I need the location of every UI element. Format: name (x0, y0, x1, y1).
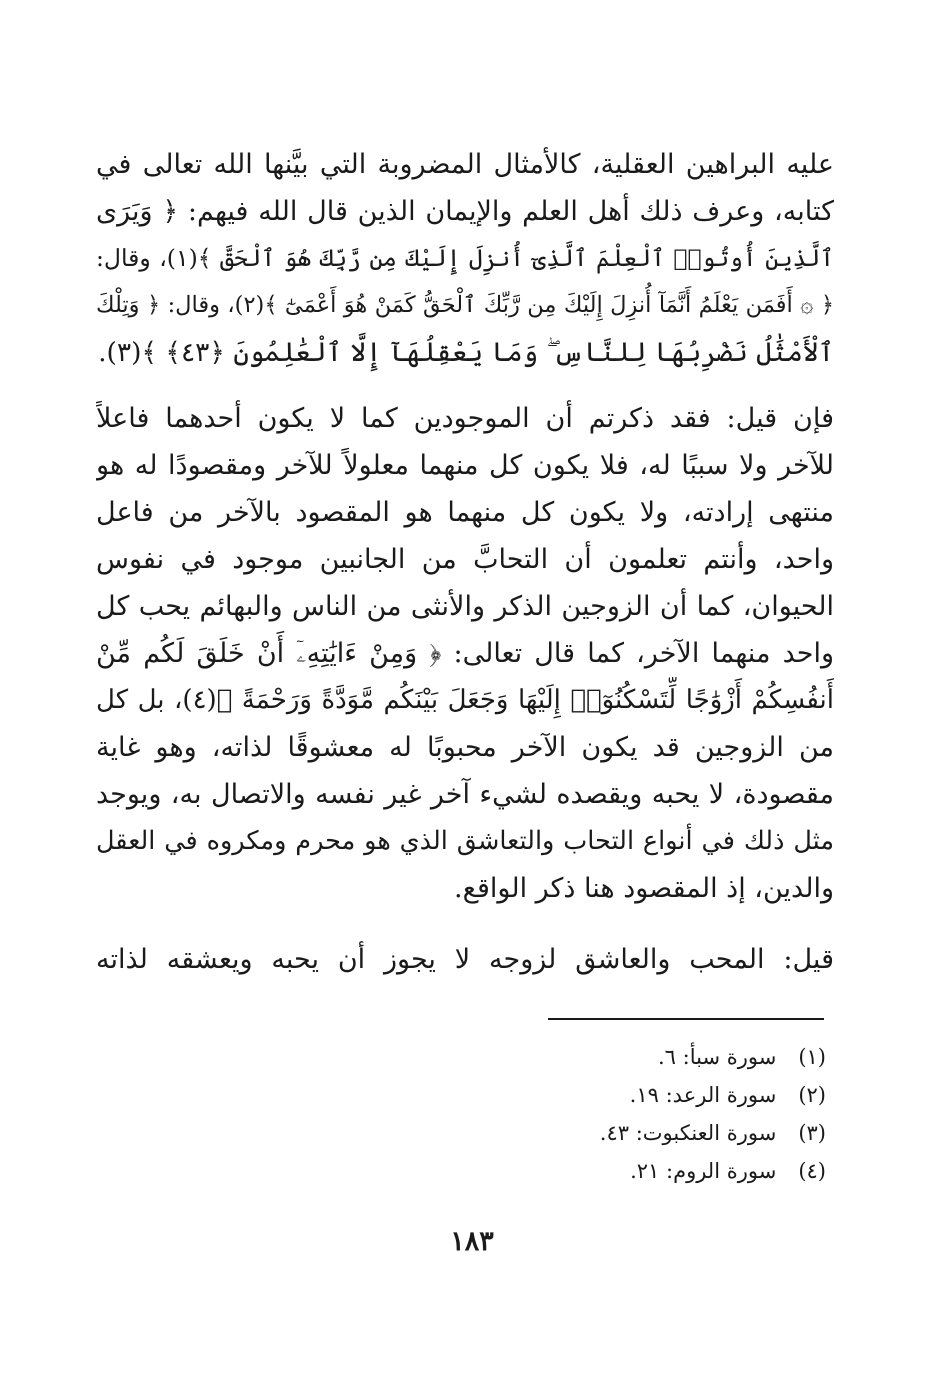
text-line: واحد، وأنتم تعلمون أن التحابَّ من الجانبين موجود في نفوس (96, 544, 834, 575)
footnote-text: سورة الروم: ٢١. (630, 1159, 777, 1183)
text-line: الحيوان، كما أن الزوجين الذكر والأنثى من الناس والبهائم يحب كل (96, 591, 834, 622)
text-line: للآخر ولا سببًا له، فلا يكون كل منهما معلولاً للآخر ومقصودًا له هو (96, 450, 834, 481)
text-line: فإن قيل: فقد ذكرتم أن الموجودين كما لا يكون أحدهما فاعلاً (96, 403, 834, 434)
footnote-number: (١) (798, 1045, 826, 1069)
text-line: ٱلْأَمْثَٰلُ نَضْرِبُهَا لِلنَّاسِ ۖ وَمَا يَعْقِلُهَآ إِلَّا ٱلْعَٰلِمُونَ ﴿٤٣﴾ ﴾(٣). (98, 337, 834, 368)
footnote-item (400, 1114, 826, 1152)
footnote-text: سورة سبأ: ٦. (657, 1045, 777, 1069)
footnotes (400, 1038, 826, 1190)
paragraph-1 (96, 141, 834, 376)
text-line: والدين، إذ المقصود هنا ذكر الواقع. (454, 873, 834, 904)
text-line: أَنفُسِكُمْ أَزْوَٰجًا لِّتَسْكُنُوٓا۟ إِلَيْهَا وَجَعَلَ بَيْنَكُم مَّوَدَّةً وَرَحْمَةً ﴾(٤)، بل كل (96, 685, 834, 715)
page-number: ١٨٣ (450, 1226, 494, 1257)
footnote-number: (٢) (798, 1083, 826, 1107)
text-line: من الزوجين قد يكون الآخر محبوبًا له معشوقًا لذاته، وهو غاية (96, 732, 834, 763)
footnote-item (400, 1152, 826, 1190)
footnote-text: سورة العنكبوت: ٤٣. (599, 1121, 777, 1145)
text-line: ٱلَّذِينَ أُوتُوا۟ ٱلْعِلْمَ ٱلَّذِىٓ أُنزِلَ إِلَيْكَ مِن رَّبِّكَ هُوَ ٱلْحَقَّ ﴾(١)، وقال: (96, 244, 834, 272)
text-line: منتهى إرادته، ولا يكون كل منهما هو المقصود بالآخر من فاعل (96, 497, 834, 528)
footnote-separator (548, 1018, 824, 1020)
text-line: قيل: المحب والعاشق لزوجه لا يجوز أن يحبه ويعشقه لذاته (96, 944, 834, 975)
footnote-item (400, 1038, 826, 1076)
footnote-text: سورة الرعد: ١٩. (629, 1083, 777, 1107)
footnote-item (400, 1076, 826, 1114)
paragraph-3 (96, 936, 834, 983)
text-line: مقصودة، لا يحبه ويقصده لشيء آخر غير نفسه والاتصال به، ويوجد (96, 779, 834, 810)
text-line: ﴿ ۞ أَفَمَن يَعْلَمُ أَنَّمَآ أُنزِلَ إِلَيْكَ مِن رَّبِّكَ ٱلْحَقُّ كَمَنْ هُوَ أَعْمَىٰٓ ﴾(٢)، وقال: ﴿ وَتِلْكَ (96, 292, 834, 318)
footnote-number: (٣) (798, 1121, 826, 1145)
text-line: مثل ذلك في أنواع التحاب والتعاشق الذي هو محرم ومكروه في العقل (96, 826, 834, 856)
text-line: عليه البراهين العقلية، كالأمثال المضروبة التي بيَّنها الله تعالى في (96, 149, 834, 180)
paragraph-2 (96, 395, 834, 912)
footnote-number: (٤) (798, 1159, 826, 1183)
text-line: كتابه، وعرف ذلك أهل العلم والإيمان الذين قال الله فيهم: ﴿ وَيَرَى (96, 196, 834, 227)
text-line: واحد منهما الآخر، كما قال تعالى: ﴿ وَمِنْ ءَايَٰتِهِۦٓ أَنْ خَلَقَ لَكُم مِّنْ (96, 638, 834, 669)
